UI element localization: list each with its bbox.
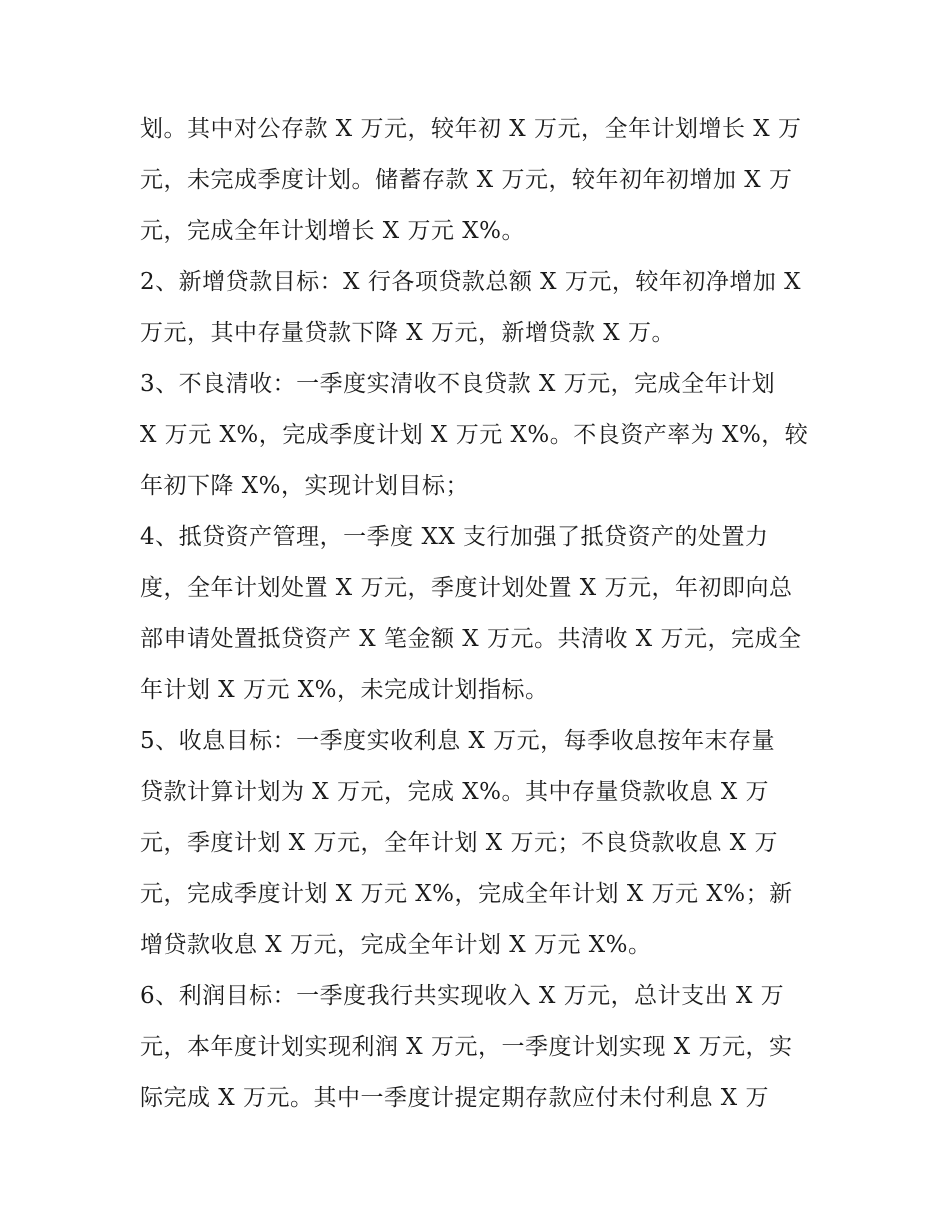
text-line: 元，未完成季度计划。储蓄存款 X 万元，较年初年初增加 X 万 — [140, 167, 793, 193]
text-line: 万元，其中存量贷款下降 X 万元，新增贷款 X 万。 — [140, 320, 675, 346]
text-line: 2、新增贷款目标：X 行各项贷款总额 X 万元，较年初净增加 X — [140, 269, 801, 295]
text-line: 元，完成全年计划增长 X 万元 X%。 — [140, 218, 526, 244]
text-line: 年计划 X 万元 X%，未完成计划指标。 — [140, 677, 549, 703]
text-line: 贷款计算计划为 X 万元，完成 X%。其中存量贷款收息 X 万 — [140, 779, 770, 805]
text-line: 4、抵贷资产管理，一季度 XX 支行加强了抵贷资产的处置力 — [140, 524, 769, 550]
text-line: 增贷款收息 X 万元，完成全年计划 X 万元 X%。 — [140, 932, 652, 958]
text-line: 6、利润目标：一季度我行共实现收入 X 万元，总计支出 X 万 — [140, 983, 785, 1009]
text-line: 元，完成季度计划 X 万元 X%，完成全年计划 X 万元 X%；新 — [140, 881, 793, 907]
text-line: 元，季度计划 X 万元，全年计划 X 万元；不良贷款收息 X 万 — [140, 830, 778, 856]
text-line: X 万元 X%，完成季度计划 X 万元 X%。不良资产率为 X%，较 — [140, 422, 809, 448]
text-line: 部申请处置抵贷资产 X 笔金额 X 万元。共清收 X 万元，完成全 — [140, 626, 802, 652]
text-line: 度，全年计划处置 X 万元，季度计划处置 X 万元，年初即向总 — [140, 575, 793, 601]
document-body — [140, 104, 816, 1124]
text-line: 际完成 X 万元。其中一季度计提定期存款应付未付利息 X 万 — [140, 1085, 769, 1111]
text-line: 3、不良清收：一季度实清收不良贷款 X 万元，完成全年计划 — [140, 371, 776, 397]
text-line: 划。其中对公存款 X 万元，较年初 X 万元，全年计划增长 X 万 — [140, 116, 802, 142]
text-line: 5、收息目标：一季度实收利息 X 万元，每季收息按年末存量 — [140, 728, 776, 754]
text-line: 元，本年度计划实现利润 X 万元，一季度计划实现 X 万元，实 — [140, 1034, 793, 1060]
text-line: 年初下降 X%，实现计划目标； — [140, 473, 470, 499]
